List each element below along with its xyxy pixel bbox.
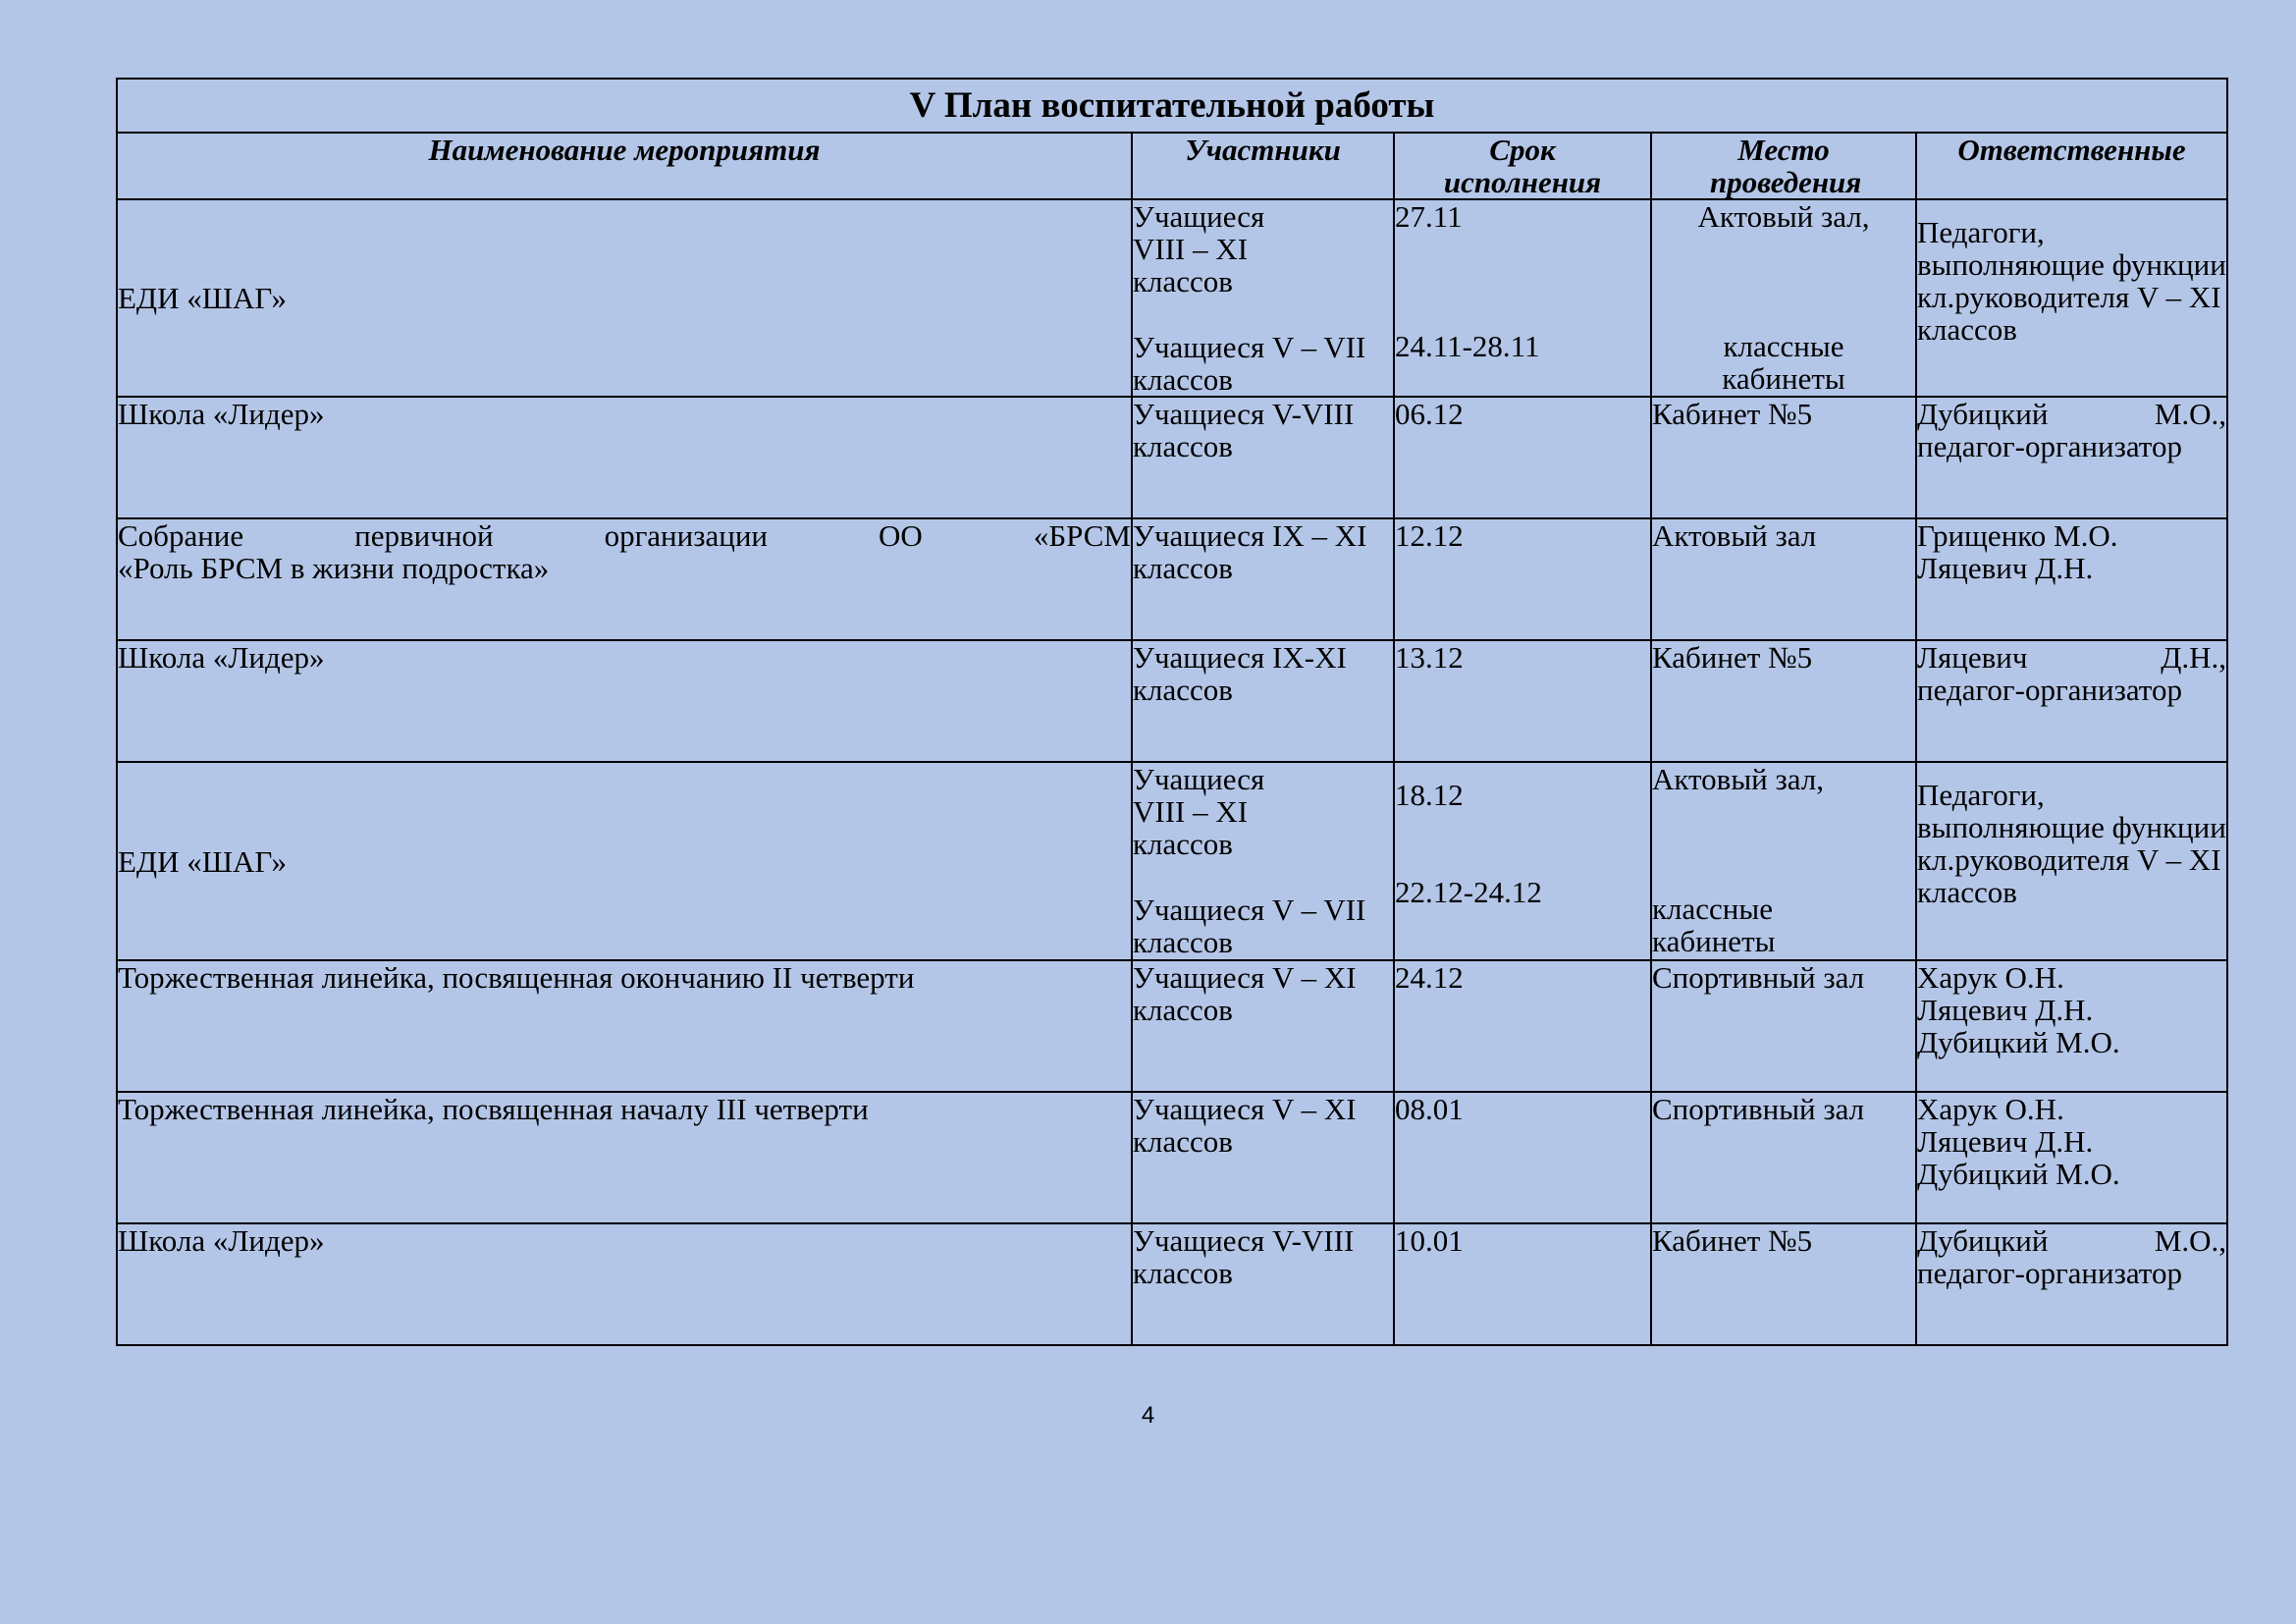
date-2: 22.12-24.12	[1395, 875, 1542, 909]
event-cell	[117, 1092, 1132, 1223]
date: 13.12	[1395, 640, 1464, 675]
participants-cell	[1132, 762, 1394, 960]
event-cell	[117, 518, 1132, 640]
responsible-cell	[1916, 1223, 2227, 1345]
place-cell	[1651, 640, 1916, 762]
date-cell	[1394, 1223, 1651, 1345]
event-name: ЕДИ «ШАГ»	[118, 843, 288, 879]
place-cell	[1651, 518, 1916, 640]
page-number: 4	[1141, 1402, 1155, 1429]
place-2: классные кабинеты	[1722, 329, 1845, 396]
table-row	[117, 640, 2227, 762]
place: Актовый зал	[1652, 518, 1817, 553]
place-1: Актовый зал,	[1697, 199, 1870, 234]
date: 08.01	[1395, 1092, 1464, 1126]
responsible-2: Ляцевич Д.Н.	[1917, 551, 2094, 585]
date-cell	[1394, 762, 1651, 960]
event-name: Школа «Лидер»	[118, 1223, 325, 1258]
place: Кабинет №5	[1652, 1223, 1813, 1258]
responsible-cell	[1916, 199, 2227, 397]
date-cell	[1394, 199, 1651, 397]
header-deadline: Срок исполнения	[1394, 133, 1651, 199]
responsible-cell	[1916, 762, 2227, 960]
responsible-role: педагог-организатор	[1917, 673, 2182, 707]
table-row	[117, 762, 2227, 960]
responsible-role: педагог-организатор	[1917, 1256, 2182, 1290]
event-name: Торжественная линейка, посвященная окончанию II четверти	[118, 960, 915, 995]
participants-cell	[1132, 397, 1394, 518]
header-responsible: Ответственные	[1916, 133, 2227, 199]
responsible-role: педагог-организатор	[1917, 429, 2182, 463]
event-name: ЕДИ «ШАГ»	[118, 281, 288, 315]
date-cell	[1394, 960, 1651, 1092]
education-plan-table	[116, 78, 2228, 1346]
responsible-name: Дубицкий М.О.,	[1917, 397, 2227, 431]
place-1: Актовый зал,	[1652, 762, 1824, 796]
date: 24.12	[1395, 960, 1464, 995]
date: 10.01	[1395, 1223, 1464, 1258]
participants: Учащиеся V – XI классов	[1133, 1092, 1357, 1159]
participants: Учащиеся IX – XI классов	[1133, 518, 1367, 585]
participants: Учащиеся V-VIII классов	[1133, 1223, 1355, 1290]
participants-group-2: Учащиеся V – VII классов	[1133, 893, 1366, 959]
table-row	[117, 199, 2227, 397]
date-cell	[1394, 518, 1651, 640]
participants-cell	[1132, 640, 1394, 762]
place-cell	[1651, 1223, 1916, 1345]
place-cell	[1651, 762, 1916, 960]
event-name-line-2: «Роль БРСМ в жизни подростка»	[118, 551, 550, 585]
date: 12.12	[1395, 518, 1464, 553]
date-cell	[1394, 640, 1651, 762]
event-cell	[117, 397, 1132, 518]
responsible-cell	[1916, 640, 2227, 762]
event-name-line-1: Собрание первичной организации ОО «БРСМ	[118, 518, 1131, 553]
date-cell	[1394, 397, 1651, 518]
place-cell	[1651, 199, 1916, 397]
responsible-2: Ляцевич Д.Н.	[1917, 993, 2094, 1027]
place: Кабинет №5	[1652, 397, 1813, 431]
place-cell	[1651, 1092, 1916, 1223]
responsible-1: Харук О.Н.	[1917, 1092, 2064, 1126]
table-row	[117, 960, 2227, 1092]
table-row	[117, 1092, 2227, 1223]
header-participants: Участники	[1132, 133, 1394, 199]
date-1: 18.12	[1395, 778, 1464, 812]
event-cell	[117, 762, 1132, 960]
place: Спортивный зал	[1652, 1092, 1865, 1126]
table-title: V План воспитательной работы	[117, 79, 2227, 133]
place: Спортивный зал	[1652, 960, 1865, 995]
participants-group-2: Учащиеся V – VII классов	[1133, 330, 1366, 397]
header-row	[117, 133, 2227, 199]
participants: Учащиеся V-VIII классов	[1133, 397, 1355, 463]
place-cell	[1651, 960, 1916, 1092]
event-cell	[117, 199, 1132, 397]
participants-cell	[1132, 1223, 1394, 1345]
responsible-1: Грищенко М.О.	[1917, 518, 2118, 553]
responsible-text: Педагоги, выполняющие функции кл.руководителя V – XI классов	[1917, 778, 2226, 909]
responsible-3: Дубицкий М.О.	[1917, 1025, 2120, 1059]
responsible-name: Дубицкий М.О.,	[1917, 1223, 2227, 1258]
responsible-2: Ляцевич Д.Н.	[1917, 1124, 2094, 1159]
participants: Учащиеся IX-XI классов	[1133, 640, 1347, 707]
event-name: Школа «Лидер»	[118, 640, 325, 675]
responsible-1: Харук О.Н.	[1917, 960, 2064, 995]
table-row	[117, 1223, 2227, 1345]
event-cell	[117, 640, 1132, 762]
event-cell	[117, 1223, 1132, 1345]
responsible-name: Ляцевич Д.Н.,	[1917, 640, 2227, 675]
table-row	[117, 518, 2227, 640]
header-place: Место проведения	[1651, 133, 1916, 199]
responsible-cell	[1916, 518, 2227, 640]
responsible-3: Дубицкий М.О.	[1917, 1157, 2120, 1191]
participants: Учащиеся V – XI классов	[1133, 960, 1357, 1027]
place-cell	[1651, 397, 1916, 518]
event-cell	[117, 960, 1132, 1092]
place: Кабинет №5	[1652, 640, 1813, 675]
responsible-text: Педагоги, выполняющие функции кл.руководителя V – XI классов	[1917, 215, 2226, 347]
responsible-cell	[1916, 1092, 2227, 1223]
participants-group-1: Учащиеся VIII – XI классов	[1133, 762, 1265, 861]
event-name: Школа «Лидер»	[118, 397, 325, 431]
responsible-cell	[1916, 960, 2227, 1092]
participants-cell	[1132, 960, 1394, 1092]
participants-cell	[1132, 199, 1394, 397]
event-name: Торжественная линейка, посвященная началу III четверти	[118, 1092, 869, 1126]
participants-group-1: Учащиеся VIII – XI классов	[1133, 199, 1265, 298]
date: 06.12	[1395, 397, 1464, 431]
date-cell	[1394, 1092, 1651, 1223]
header-event-name: Наименование мероприятия	[117, 133, 1132, 199]
participants-cell	[1132, 518, 1394, 640]
table-row	[117, 397, 2227, 518]
date-1: 27.11	[1395, 199, 1463, 234]
responsible-cell	[1916, 397, 2227, 518]
place-2: классные кабинеты	[1652, 892, 1776, 958]
date-2: 24.11-28.11	[1395, 329, 1540, 363]
participants-cell	[1132, 1092, 1394, 1223]
